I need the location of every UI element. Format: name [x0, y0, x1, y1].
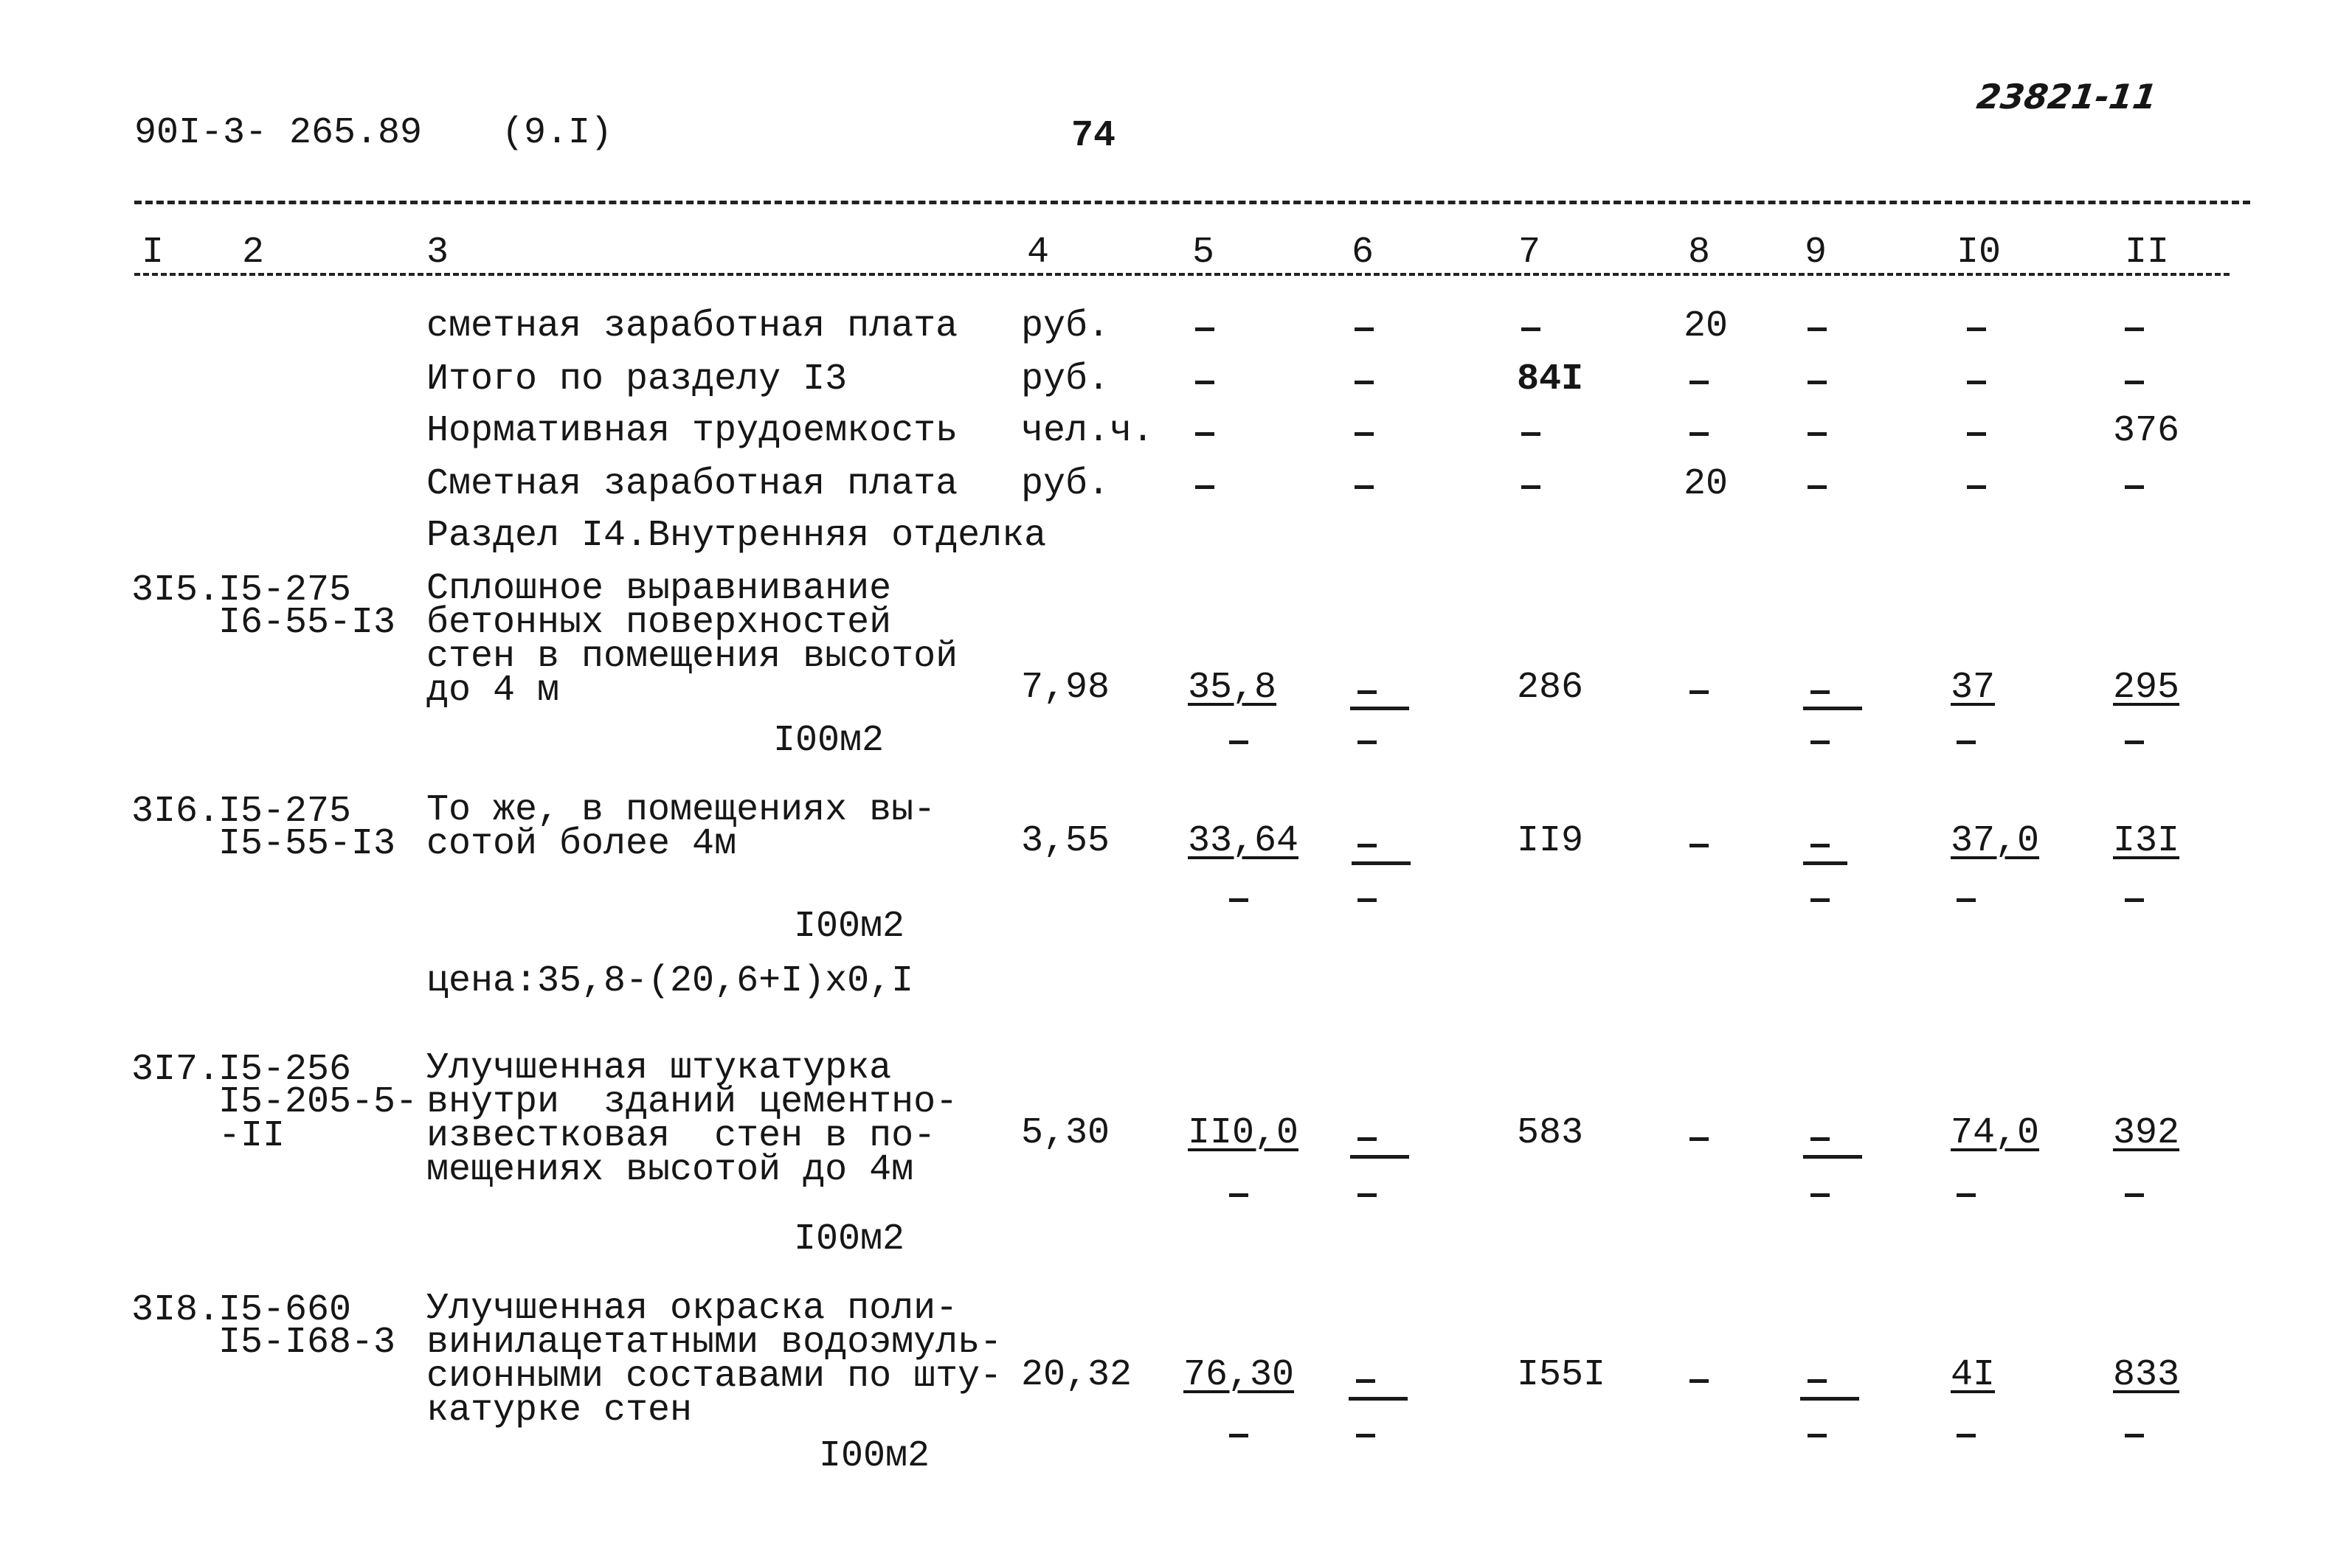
dash-mark — [1357, 1137, 1377, 1141]
item-col5: 35,8 — [1188, 667, 1277, 709]
summary-value: 20 — [1684, 305, 1729, 347]
column-header-3: 3 — [426, 232, 449, 274]
column-header-8: 8 — [1688, 232, 1711, 274]
item-unit: I00м2 — [794, 1218, 905, 1260]
column-header-2: 2 — [242, 232, 265, 274]
dash-mark — [1808, 327, 1827, 331]
summary-label-1: сметная заработная плата — [426, 305, 958, 347]
item-description: То же, в помещениях вы- сотой более 4м — [426, 789, 936, 865]
dash-mark — [1195, 327, 1214, 331]
column-header-7: 7 — [1518, 232, 1541, 274]
item-quantity: 7,98 — [1021, 667, 1110, 709]
item-code-2: I6-55-I3 — [218, 602, 396, 644]
column-header-5: 5 — [1192, 232, 1215, 274]
item-quantity: 3,55 — [1021, 820, 1110, 862]
dash-mark — [1357, 1193, 1377, 1197]
section-title: Раздел I4.Внутренняя отделка — [426, 515, 1047, 557]
summary-label-2: Итого по разделу I3 — [426, 358, 848, 400]
item-col11: 392 — [2113, 1112, 2180, 1154]
dash-mark — [1808, 1379, 1827, 1383]
dash-mark — [1355, 381, 1374, 384]
dash-mark — [1810, 844, 1830, 847]
dash-mark — [1357, 898, 1377, 902]
summary-value: 84I — [1517, 358, 1584, 400]
dash-mark — [1357, 690, 1377, 694]
dash-mark — [1803, 1155, 1862, 1159]
summary-value: 376 — [2113, 410, 2180, 452]
dash-mark — [1521, 327, 1540, 331]
item-col5: II0,0 — [1188, 1112, 1299, 1154]
dash-mark — [1355, 432, 1374, 436]
item-col11: 833 — [2113, 1354, 2180, 1396]
dash-mark — [1808, 381, 1827, 384]
item-code-2: I5-205-5- -II — [218, 1081, 418, 1157]
document-code: 90I-3- 265.89 — [134, 112, 423, 154]
item-code-1: I5-660 — [218, 1289, 352, 1331]
column-header-1: I — [142, 232, 165, 274]
item-quantity: 20,32 — [1021, 1354, 1132, 1396]
dash-mark — [1229, 898, 1248, 902]
dash-mark — [2125, 381, 2144, 384]
dash-mark — [1350, 707, 1409, 710]
dash-mark — [1355, 327, 1374, 331]
dash-mark — [1957, 1193, 1976, 1197]
summary-value: 20 — [1684, 463, 1729, 505]
dash-mark — [1689, 844, 1709, 847]
item-col7: I55I — [1517, 1354, 1606, 1396]
dash-mark — [1800, 1397, 1859, 1401]
dash-mark — [1521, 432, 1540, 436]
dash-mark — [1808, 485, 1827, 489]
item-code-1: I5-275 — [218, 791, 352, 833]
dash-mark — [1967, 381, 1986, 384]
dash-mark — [1803, 861, 1847, 865]
dash-mark — [1810, 1193, 1830, 1197]
dash-mark — [1689, 381, 1709, 384]
dash-mark — [1808, 1434, 1827, 1437]
dash-mark — [1356, 1379, 1375, 1383]
dash-mark — [1195, 485, 1214, 489]
dash-mark — [1803, 707, 1862, 710]
dash-mark — [1350, 1155, 1409, 1159]
column-header-9: 9 — [1805, 232, 1827, 274]
column-header-10: I0 — [1957, 232, 2002, 274]
dash-mark — [1355, 485, 1374, 489]
column-header-11: II — [2125, 232, 2170, 274]
dash-mark — [2125, 327, 2144, 331]
column-header-4: 4 — [1027, 232, 1050, 274]
dash-mark — [1810, 740, 1830, 744]
item-description: Улучшенная окраска поли- винилацетатными водоэмуль- сионными составами по шту- катурке стен — [426, 1288, 1003, 1432]
item-col10: 4I — [1951, 1354, 1996, 1396]
item-number: 3I7. — [131, 1049, 221, 1091]
dash-mark — [1229, 740, 1248, 744]
item-code-2: I5-55-I3 — [218, 823, 396, 865]
item-unit: I00м2 — [773, 720, 885, 762]
item-description: Улучшенная штукатурка внутри зданий цементно- известковая стен в по- мещениях высотой до 4м — [426, 1047, 958, 1191]
item-unit: I00м2 — [794, 906, 905, 948]
dash-mark — [1957, 1434, 1976, 1437]
header-dashed-rule — [134, 273, 2230, 276]
item-col7: 286 — [1517, 667, 1584, 709]
summary-unit-3: чел.ч. — [1021, 410, 1155, 452]
item-col10: 37,0 — [1951, 820, 2040, 862]
item-col10: 74,0 — [1951, 1112, 2040, 1154]
item-col11: I3I — [2113, 820, 2180, 862]
dash-mark — [1810, 690, 1830, 694]
dash-mark — [1352, 861, 1411, 865]
page-number: 74 — [1071, 115, 1116, 157]
item-number: 3I8. — [131, 1289, 221, 1331]
item-col7: II9 — [1517, 820, 1584, 862]
dash-mark — [1357, 844, 1377, 847]
dash-mark — [1195, 381, 1214, 384]
dash-mark — [1195, 432, 1214, 436]
dash-mark — [1349, 1397, 1408, 1401]
price-note: цена:35,8-(20,6+I)x0,I — [426, 960, 914, 1002]
top-dashed-rule — [134, 201, 2250, 204]
summary-unit-1: руб. — [1021, 305, 1110, 347]
item-unit: I00м2 — [819, 1435, 930, 1477]
summary-label-4: Сметная заработная плата — [426, 463, 958, 505]
item-col7: 583 — [1517, 1112, 1584, 1154]
section-code: (9.I) — [502, 112, 613, 154]
dash-mark — [1967, 432, 1986, 436]
item-code-2: I5-I68-3 — [218, 1322, 396, 1364]
dash-mark — [1689, 690, 1709, 694]
dash-mark — [1808, 432, 1827, 436]
item-col11: 295 — [2113, 667, 2180, 709]
dash-mark — [2125, 1434, 2144, 1437]
item-quantity: 5,30 — [1021, 1112, 1110, 1154]
dash-mark — [1810, 898, 1830, 902]
item-col5: 33,64 — [1188, 820, 1299, 862]
item-col10: 37 — [1951, 667, 1996, 709]
dash-mark — [1229, 1193, 1248, 1197]
handwritten-archive-number: 23821-11 — [1974, 77, 2159, 117]
item-code-1: I5-256 — [218, 1049, 352, 1091]
item-col5: 76,30 — [1183, 1354, 1295, 1396]
summary-label-3: Нормативная трудоемкость — [426, 410, 958, 452]
dash-mark — [1957, 740, 1976, 744]
dash-mark — [1810, 1137, 1830, 1141]
summary-unit-4: руб. — [1021, 463, 1110, 505]
dash-mark — [2125, 740, 2144, 744]
dash-mark — [1689, 432, 1709, 436]
dash-mark — [2125, 485, 2144, 489]
dash-mark — [2125, 898, 2144, 902]
column-header-6: 6 — [1352, 232, 1374, 274]
dash-mark — [1967, 485, 1986, 489]
dash-mark — [1689, 1137, 1709, 1141]
summary-unit-2: руб. — [1021, 358, 1110, 400]
item-description: Сплошное выравнивание бетонных поверхностей стен в помещения высотой до 4 м — [426, 568, 958, 712]
item-code-1: I5-275 — [218, 569, 352, 611]
item-number: 3I6. — [131, 791, 221, 833]
dash-mark — [1356, 1434, 1375, 1437]
dash-mark — [1967, 327, 1986, 331]
dash-mark — [1521, 485, 1540, 489]
dash-mark — [2125, 1193, 2144, 1197]
dash-mark — [1689, 1379, 1709, 1383]
item-number: 3I5. — [131, 569, 221, 611]
dash-mark — [1957, 898, 1976, 902]
dash-mark — [1357, 740, 1377, 744]
dash-mark — [1229, 1434, 1248, 1437]
